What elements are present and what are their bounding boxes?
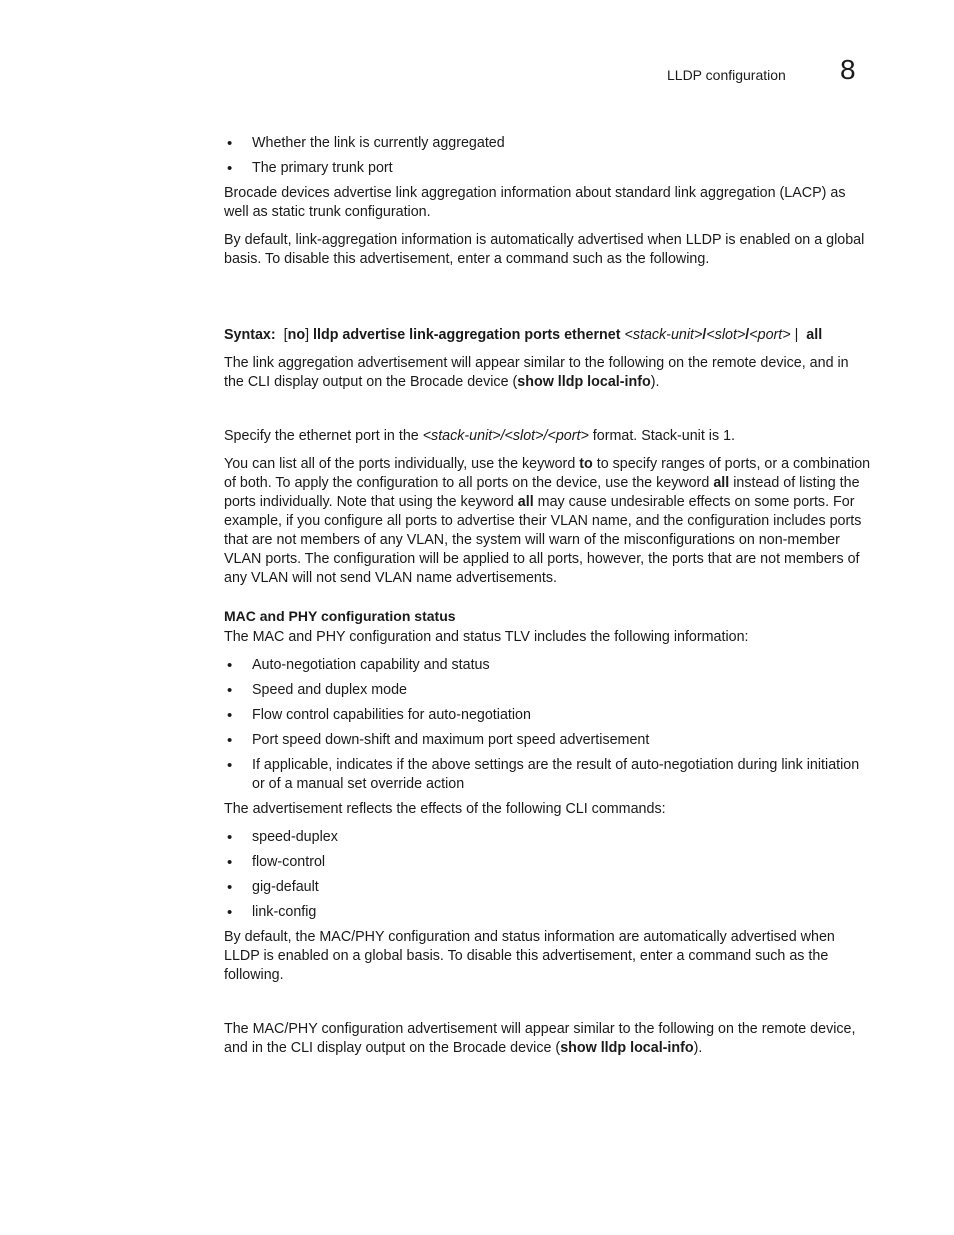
list-item: • Whether the link is currently aggregated — [224, 134, 872, 153]
list-item: • link-config — [224, 903, 872, 922]
syntax-close-bracket: ] — [305, 327, 310, 343]
bullet-list-link-info — [224, 134, 872, 178]
text-run: ). — [650, 374, 660, 390]
list-item: • flow-control — [224, 853, 872, 872]
list-item: • The primary trunk port — [224, 159, 872, 178]
blank-space — [224, 994, 872, 1020]
list-item: • Auto-negotiation capability and status — [224, 656, 872, 675]
list-item: • Port speed down-shift and maximum port speed advertisement — [224, 731, 872, 750]
bullet-list-cli-commands — [224, 828, 872, 922]
subsection-heading: MAC and PHY configuration status — [224, 608, 456, 624]
syntax-slash: / — [745, 327, 750, 343]
syntax-port: <port> — [749, 327, 791, 343]
blank-space — [224, 597, 872, 607]
paragraph-lacp: Brocade devices advertise link aggregation information about standard link aggregation (LACP) as well as static trunk configuration. — [224, 185, 846, 220]
list-item: • speed-duplex — [224, 828, 872, 847]
text-run: instead of listing the ports individually. Note that using the keyword — [224, 475, 860, 510]
page-body — [224, 134, 872, 1067]
text-run: Specify the ethernet port in the — [224, 428, 423, 444]
syntax-command: lldp advertise link-aggregation ports ethernet — [313, 327, 621, 343]
text-run: You can list all of the ports individually, use the keyword — [224, 456, 580, 472]
list-item: • If applicable, indicates if the above settings are the result of auto-negotiation during link initiation or of a manual set override action — [224, 756, 872, 794]
keyword-to: to — [579, 456, 593, 472]
paragraph-port-format — [224, 427, 872, 446]
port-format: <stack-unit>/<slot>/<port> — [422, 428, 589, 444]
paragraph-cli-commands-intro: The advertisement reflects the effects of the following CLI commands: — [224, 801, 666, 817]
syntax-stack-unit: <stack-unit> — [624, 327, 703, 343]
syntax-label: Syntax: — [224, 327, 276, 343]
text-run: The MAC/PHY configuration advertisement will appear similar to the following on the remote device, and in the CLI display output on the Brocade device ( — [224, 1021, 856, 1056]
text-run: The link aggregation advertisement will appear similar to the following on the remote device, and in the CLI display output on the Brocade device ( — [224, 355, 849, 390]
paragraph-mac-phy-advertisement — [224, 1020, 872, 1058]
paragraph-default-link-aggregation: By default, link-aggregation information is automatically advertised when LLDP is enabled on a global basis. To disable this advertisement, enter a command such as the following. — [224, 232, 865, 267]
syntax-slot: <slot> — [706, 327, 746, 343]
cli-command: show lldp local-info — [560, 1040, 694, 1056]
chapter-number: 8 — [840, 54, 856, 85]
blank-space — [224, 278, 872, 326]
paragraph-mac-phy-intro: The MAC and PHY configuration and status TLV includes the following information: — [224, 629, 749, 645]
page-header — [600, 54, 860, 94]
paragraph-default-mac-phy: By default, the MAC/PHY configuration and status information are automatically advertised when LLDP is enabled on a global basis. To disable this advertisement, enter a command such as the following. — [224, 929, 835, 983]
list-item: • Speed and duplex mode — [224, 681, 872, 700]
blank-space — [224, 401, 872, 427]
keyword-all: all — [517, 494, 534, 510]
syntax-all: all — [806, 327, 823, 343]
syntax-no: no — [287, 327, 306, 343]
syntax-line — [224, 326, 872, 345]
syntax-slash: / — [702, 327, 707, 343]
section-title: LLDP configuration — [667, 67, 786, 83]
bullet-list-mac-phy-info — [224, 656, 872, 794]
list-item: • gig-default — [224, 878, 872, 897]
syntax-open-bracket: [ — [283, 327, 288, 343]
list-item: • Flow control capabilities for auto-negotiation — [224, 706, 872, 725]
syntax-pipe: | — [794, 327, 799, 343]
cli-command: show lldp local-info — [517, 374, 651, 390]
paragraph-link-aggregation-advertisement — [224, 354, 872, 392]
text-run: to specify ranges of ports, or a combination of both. To apply the configuration to all ports on the device, use the keyword — [224, 456, 871, 491]
keyword-all: all — [713, 475, 730, 491]
paragraph-port-listing — [224, 455, 872, 588]
text-run: format. Stack-unit is 1. — [588, 428, 736, 444]
text-run: ). — [693, 1040, 703, 1056]
text-run: may cause undesirable effects on some ports. For example, if you configure all ports to advertise their VLAN name, and the configuration includes ports that are not members of any VLAN, the system will warn of the misconfigurations on non-member VLAN ports. The configuration will be applied to all ports, however, the ports that are not members of any VLAN will not send VLAN name advertisements. — [224, 494, 862, 586]
